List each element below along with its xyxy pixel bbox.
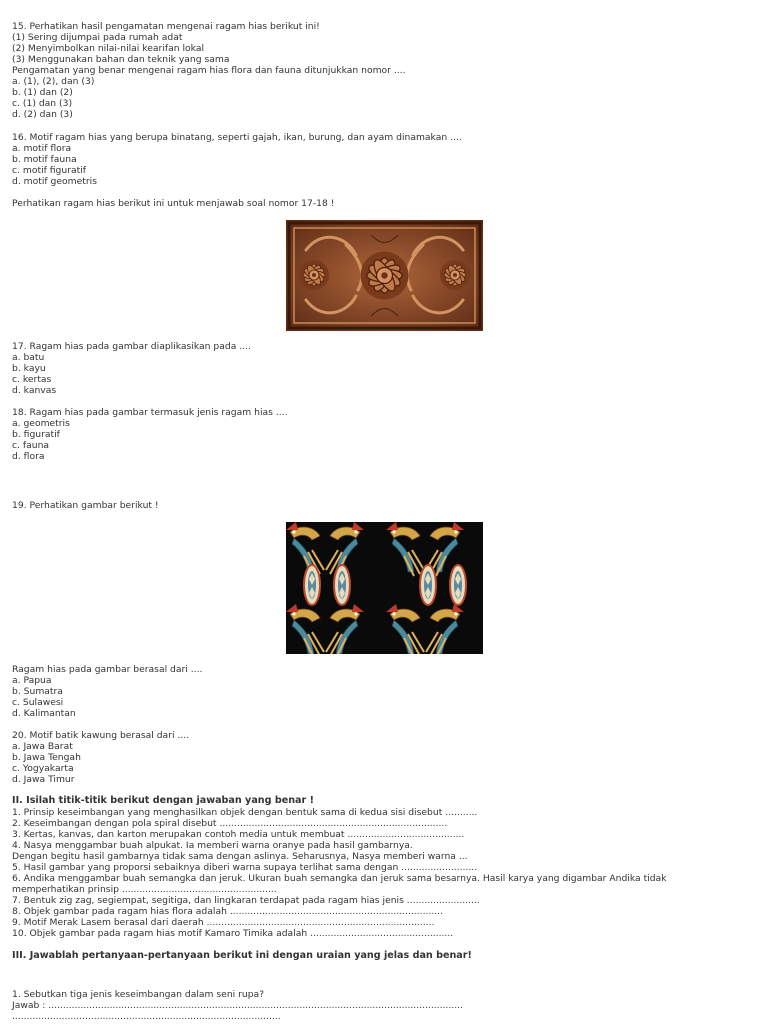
section-2-item-7: 7. Bentuk zig zag, segiempat, segitiga, dan lingkaran terdapat pada ragam hias jenis .........................	[12, 895, 480, 906]
q19-option-b: b. Sumatra	[12, 686, 63, 697]
q17-option-c: c. kertas	[12, 374, 52, 385]
q18-stem: 18. Ragam hias pada gambar termasuk jenis ragam hias ....	[12, 407, 288, 418]
q15-option-a: a. (1), (2), dan (3)	[12, 76, 95, 87]
q20-option-b: b. Jawa Tengah	[12, 752, 81, 763]
q16-option-a: a. motif flora	[12, 143, 72, 154]
q15-statement-1: (1) Sering dijumpai pada rumah adat	[12, 32, 183, 43]
q20-option-a: a. Jawa Barat	[12, 741, 73, 752]
q15-statement-3: (3) Menggunakan bahan dan teknik yang sama	[12, 54, 230, 65]
q17-option-d: d. kanvas	[12, 385, 57, 396]
answer-line-continuation[interactable]: ............................................................................................	[12, 1011, 281, 1022]
section-2-item-2: 2. Keseimbangan dengan pola spiral disebut ..............................................................................	[12, 818, 448, 829]
q19-question: Ragam hias pada gambar berasal dari ....	[12, 664, 203, 675]
q17-option-a: a. batu	[12, 352, 45, 363]
q15-option-b: b. (1) dan (2)	[12, 87, 73, 98]
wood-carving-image	[286, 220, 483, 331]
q15-option-c: c. (1) dan (3)	[12, 98, 73, 109]
q16-option-b: b. motif fauna	[12, 154, 77, 165]
q19-stem: 19. Perhatikan gambar berikut !	[12, 500, 159, 511]
q16-option-c: c. motif figuratif	[12, 165, 87, 176]
q15-option-d: d. (2) dan (3)	[12, 109, 73, 120]
q15-question: Pengamatan yang benar mengenai ragam hias flora dan fauna ditunjukkan nomor ....	[12, 65, 406, 76]
q17-option-b: b. kayu	[12, 363, 46, 374]
section-2-item-6: 6. Andika menggambar buah semangka dan jeruk. Ukuran buah semangka dan jeruk sama besarnya. Hasil karya yang digambar Andika tidak	[12, 873, 667, 884]
q20-option-c: c. Yogyakarta	[12, 763, 74, 774]
section-2-item-6-cont: memperhatikan prinsip .....................................................	[12, 884, 277, 895]
section-2-item-4: 4. Nasya menggambar buah alpukat. Ia memberi warna oranye pada hasil gambarnya.	[12, 840, 413, 851]
q15-stem: 15. Perhatikan hasil pengamatan mengenai ragam hias berikut ini!	[12, 21, 320, 32]
section-3-question-1: 1. Sebutkan tiga jenis keseimbangan dalam seni rupa?	[12, 989, 265, 1000]
q16-stem: 16. Motif ragam hias yang berupa binatang, seperti gajah, ikan, burung, dan ayam dinamakan ....	[12, 132, 462, 143]
q16-option-d: d. motif geometris	[12, 176, 97, 187]
q20-option-d: d. Jawa Timur	[12, 774, 75, 785]
section-2-item-8: 8. Objek gambar pada ragam hias flora adalah .........................................................................	[12, 906, 444, 917]
q17-stem: 17. Ragam hias pada gambar diaplikasikan pada ....	[12, 341, 251, 352]
section-2-item-5: 5. Hasil gambar yang proporsi sebaiknya diberi warna supaya terlihat sama dengan ..........................	[12, 862, 478, 873]
ornament-image	[286, 522, 483, 654]
answer-line[interactable]: Jawab : ..............................................................................................................................................	[12, 1000, 463, 1011]
q18-option-d: d. flora	[12, 451, 45, 462]
q18-option-c: c. fauna	[12, 440, 50, 451]
section-2-item-1: 1. Prinsip keseimbangan yang menghasilkan objek dengan bentuk sama di kedua sisi disebut ...........	[12, 807, 478, 818]
q20-stem: 20. Motif batik kawung berasal dari ....	[12, 730, 190, 741]
q18-option-a: a. geometris	[12, 418, 70, 429]
q18-option-b: b. figuratif	[12, 429, 60, 440]
section-2-item-3: 3. Kertas, kanvas, dan karton merupakan contoh media untuk membuat ........................................	[12, 829, 465, 840]
q19-option-d: d. Kalimantan	[12, 708, 76, 719]
section-2-item-9: 9. Motif Merak Lasem berasal dari daerah ..............................................................................	[12, 917, 435, 928]
section-2-item-10: 10. Objek gambar pada ragam hias motif Kamaro Timika adalah .................................................	[12, 928, 454, 939]
section-3-heading: III. Jawablah pertanyaan-pertanyaan berikut ini dengan uraian yang jelas dan benar!	[12, 950, 472, 961]
section-2-item-4-cont: Dengan begitu hasil gambarnya tidak sama dengan aslinya. Seharusnya, Nasya memberi warna ...	[12, 851, 468, 862]
section-2-heading: II. Isilah titik-titik berikut dengan jawaban yang benar !	[12, 795, 314, 806]
intro-17-18: Perhatikan ragam hias berikut ini untuk menjawab soal nomor 17-18 !	[12, 198, 335, 209]
q19-option-a: a. Papua	[12, 675, 52, 686]
q19-option-c: c. Sulawesi	[12, 697, 64, 708]
q15-statement-2: (2) Menyimbolkan nilai-nilai kearifan lokal	[12, 43, 204, 54]
